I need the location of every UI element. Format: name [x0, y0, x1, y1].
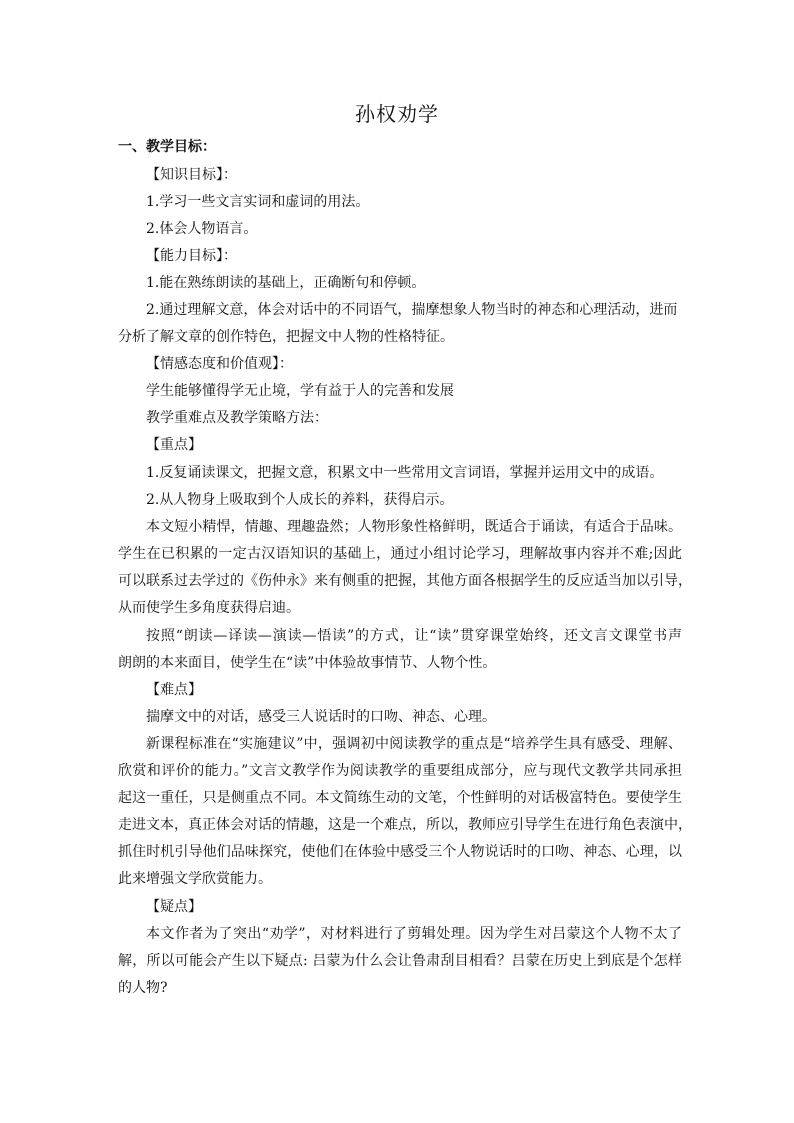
paragraph-line: 2.从人物身上吸取到个人成长的养料，获得启示。 [146, 492, 454, 508]
paragraph-line: 从而使学生多角度获得启迪。 [118, 600, 300, 616]
subheading: 【难点】 [146, 682, 202, 698]
paragraph-line: 本文短小精悍，情趣、理趣盎然；人物形象性格鲜明，既适合于诵读，有适合于品味。 [146, 519, 682, 535]
paragraph-line: 可以联系过去学过的《伤仲永》来有侧重的把握，其他方面各根据学生的反应适当加以引导， [118, 573, 692, 589]
paragraph-line: 朗朗的本来面目，使学生在“读”中体验故事情节、人物个性。 [118, 655, 497, 671]
paragraph-line: 新课程标准在“实施建议”中，强调初中阅读教学的重点是“培养学生具有感受、理解、 [146, 736, 682, 752]
paragraph-line: 此来增强文学欣赏能力。 [118, 871, 272, 887]
paragraph-line: 1.反复诵读课文，把握文意，积累文中一些常用文言词语，掌握并运用文中的成语。 [146, 465, 664, 481]
paragraph-line: 分析了解文章的创作特色，把握文中人物的性格特征。 [118, 329, 454, 345]
paragraph-line: 抓住时机引导他们品味探究，使他们在体验中感受三个人物说话时的口吻、神态、心理，以 [118, 844, 682, 860]
paragraph-line: 1.能在熟练朗读的基础上，正确断句和停顿。 [146, 275, 426, 291]
paragraph-line: 解，所以可能会产生以下疑点: 吕蒙为什么会让鲁肃刮目相看？吕蒙在历史上到底是个怎样 [118, 953, 682, 969]
paragraph-line: 教学重难点及教学策略方法： [146, 410, 328, 426]
paragraph-line: 的人物? [118, 980, 168, 996]
subheading: 【情感态度和价值观】： [146, 356, 293, 372]
paragraph-line: 欣赏和评价的能力。”文言文教学作为阅读教学的重要组成部分，应与现代文教学共同承担 [118, 763, 682, 779]
subheading: 【知识目标】： [146, 167, 237, 183]
subheading: 【疑点】 [146, 899, 202, 915]
paragraph-line: 起这一重任，只是侧重点不同。本文简练生动的文笔，个性鲜明的对话极富特色。要使学生 [118, 790, 682, 806]
paragraph-line: 1.学习一些文言实词和虚词的用法。 [146, 194, 370, 210]
paragraph-line: 本文作者为了突出“劝学”，对材料进行了剪辑处理。因为学生对吕蒙这个人物不太了 [146, 926, 682, 942]
paragraph-line: 2.通过理解文意，体会对话中的不同语气，揣摩想象人物当时的神态和心理活动，进而 [146, 302, 678, 318]
paragraph-line: 按照“朗读—译读—演读—悟读”的方式，让“读”贯穿课堂始终，还文言文课堂书声 [146, 628, 682, 644]
paragraph-line: 揣摩文中的对话，感受三人说话时的口吻、神态、心理。 [146, 709, 496, 725]
paragraph-line: 走进文本，真正体会对话的情趣，这是一个难点，所以，教师应引导学生在进行角色表演中， [118, 817, 692, 833]
paragraph-line: 学生在已积累的一定古汉语知识的基础上，通过小组讨论学习，理解故事内容并不难;因此 [118, 546, 682, 562]
subheading: 【能力目标】： [146, 248, 237, 264]
document-title: 孙权劝学 [355, 102, 439, 126]
subheading: 【重点】 [146, 437, 202, 453]
paragraph-line: 2.体会人物语言。 [146, 221, 258, 237]
section-heading: 一、教学目标： [118, 139, 216, 155]
paragraph-line: 学生能够懂得学无止境，学有益于人的完善和发展 [146, 383, 454, 399]
